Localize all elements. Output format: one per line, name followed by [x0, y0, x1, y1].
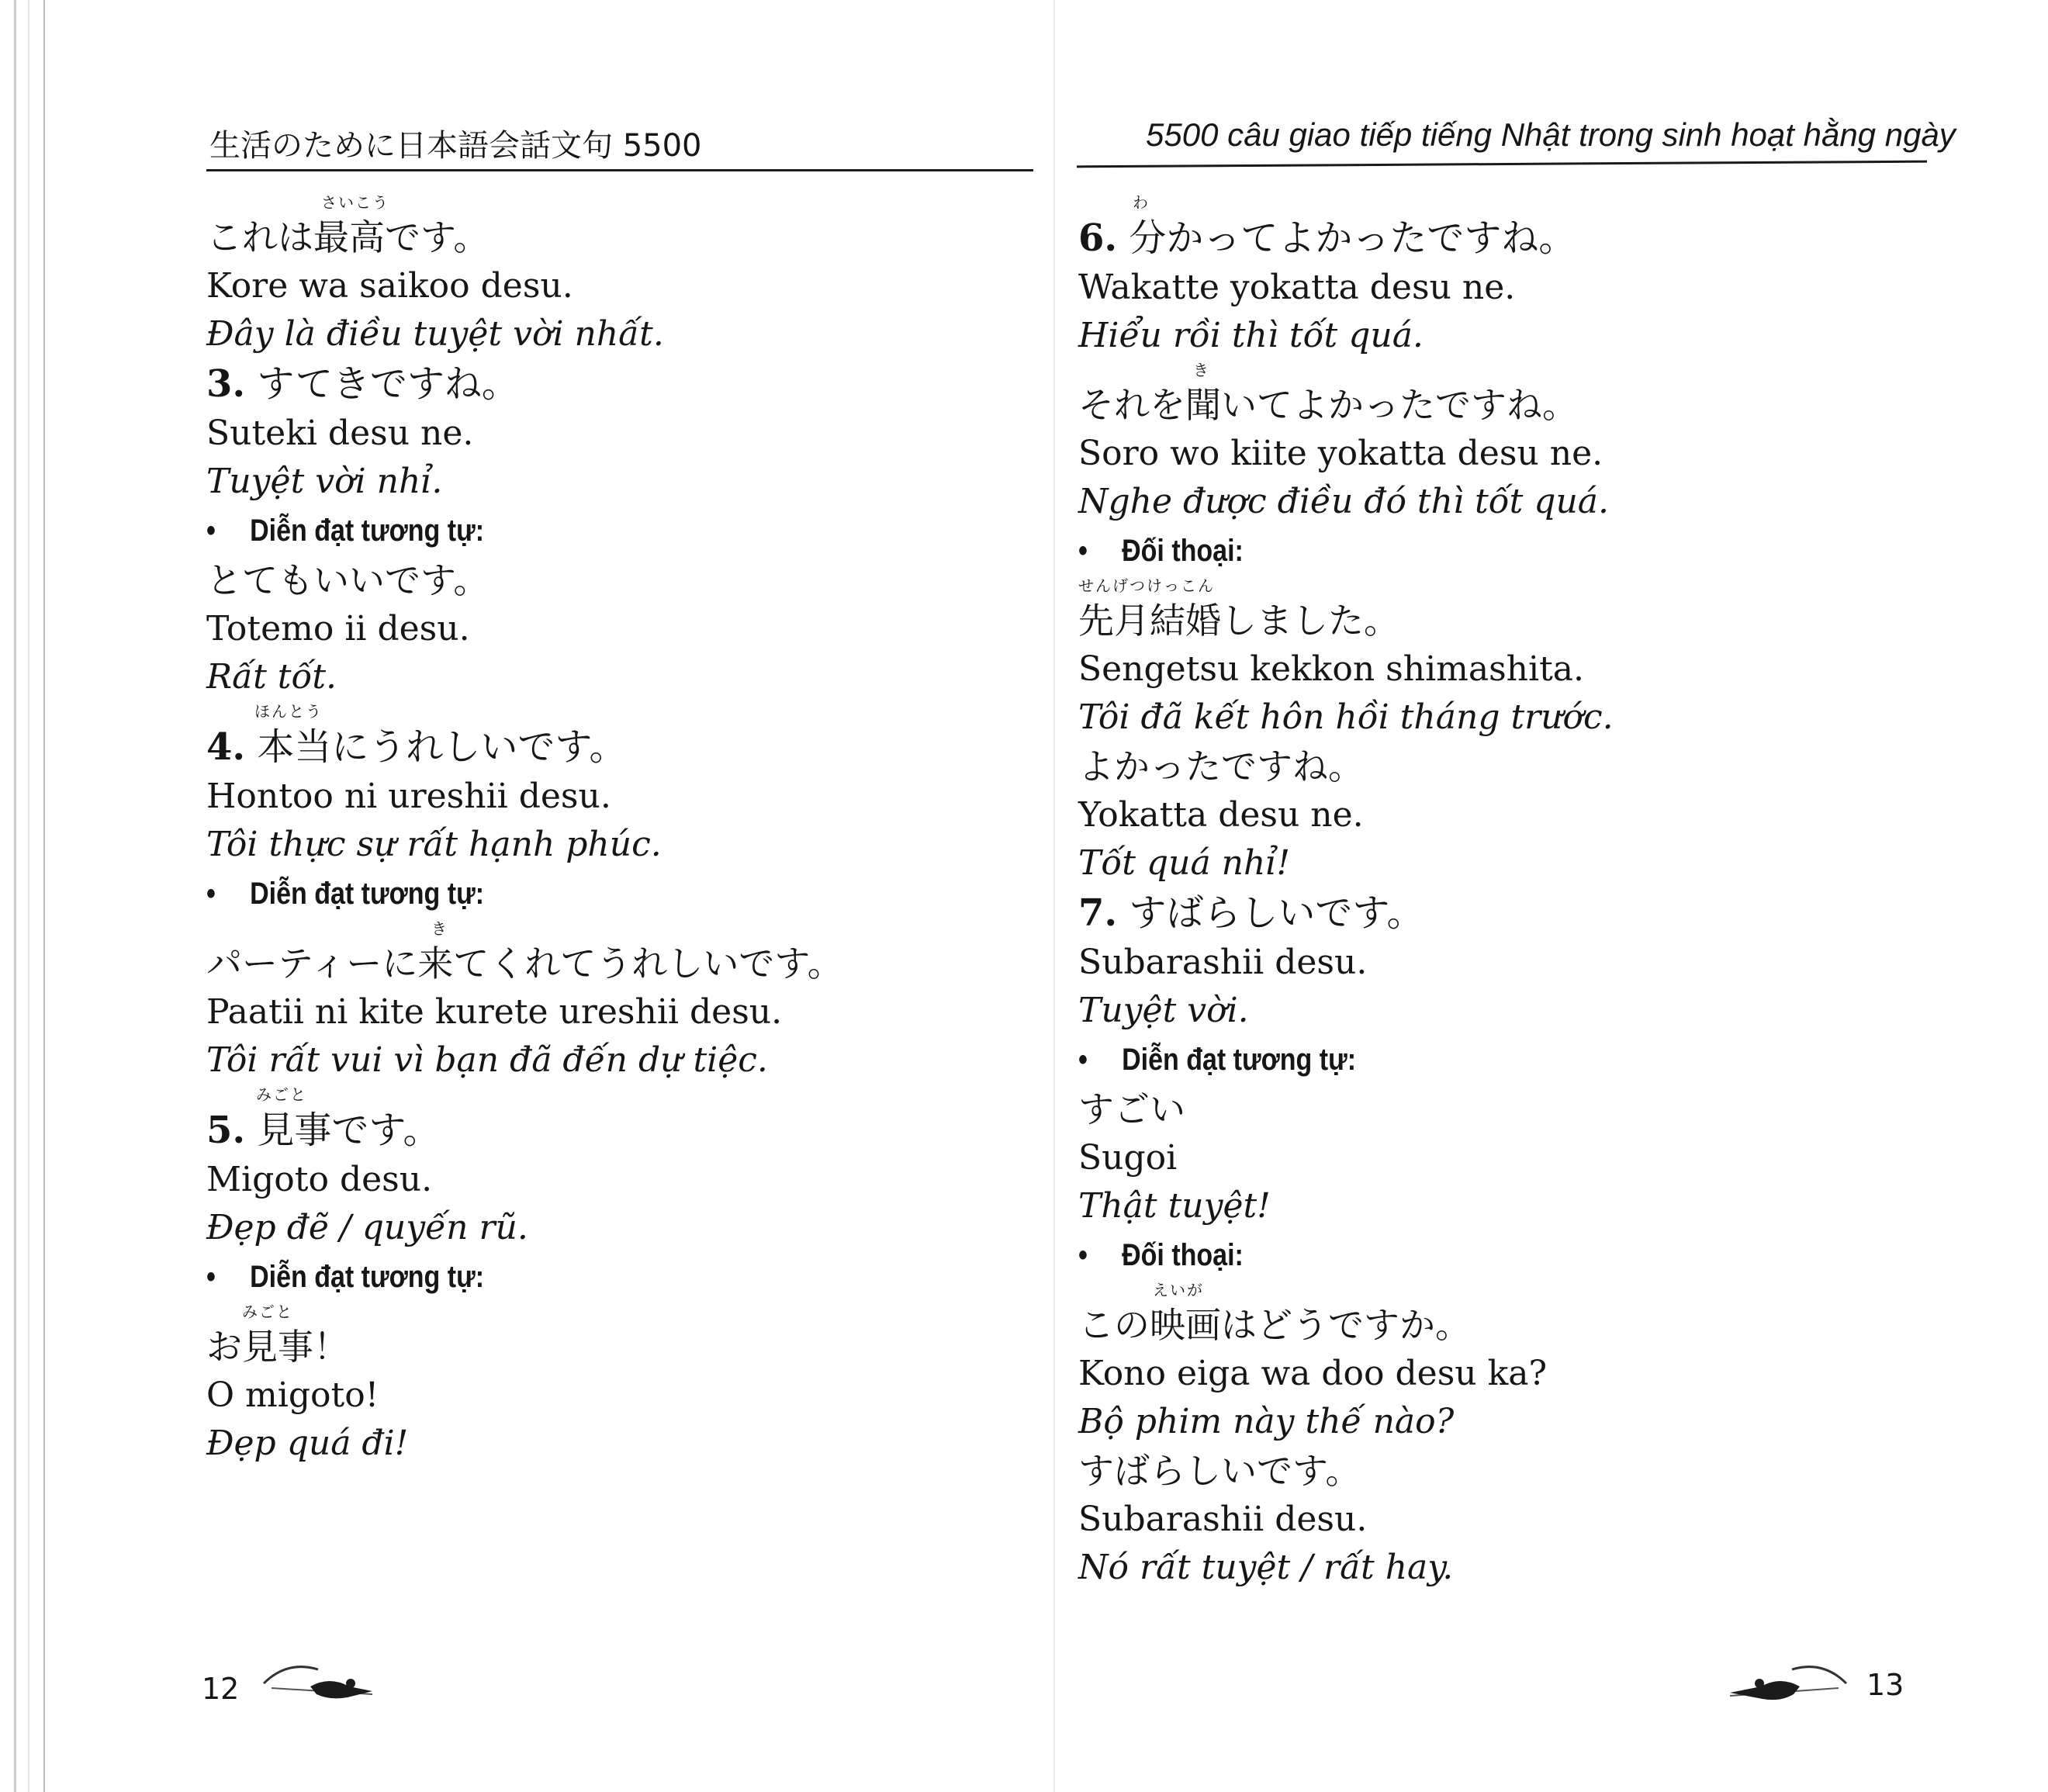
romaji-transliteration: Subarashii desu. [1078, 1500, 1368, 1539]
japanese-phrase: すてきですね。 [257, 362, 519, 406]
japanese-phrase: 先月結婚しました。 [1078, 600, 1399, 642]
numbered-phrase-heading [206, 358, 1044, 410]
romaji-transliteration: Paatii ni kite kurete ureshii desu. [206, 992, 783, 1032]
vietnamese-translation: Đẹp quá đi! [206, 1424, 409, 1463]
japanese-phrase: すばらしいです。 [1078, 1450, 1361, 1492]
vietnamese-translation: Rất tốt. [206, 657, 337, 697]
japanese-phrase: とてもいいです。 [206, 559, 490, 601]
romaji-transliteration: Hontoo ni ureshii desu. [206, 777, 611, 816]
romaji-transliteration: Kore wa saikoo desu. [206, 266, 573, 306]
vietnamese-translation: Bộ phim này thế nào? [1078, 1402, 1455, 1441]
bullet-icon: • [206, 1260, 216, 1294]
romaji-transliteration: Totemo ii desu. [206, 609, 470, 649]
section-label-text: Diễn đạt tương tự: [250, 514, 485, 548]
japanese-phrase: よかったですね。 [1078, 746, 1364, 787]
vietnamese-translation: Nghe được điều đó thì tốt quá. [1078, 482, 1609, 521]
japanese-phrase: 本当にうれしいです。 [257, 725, 627, 769]
furigana-reading: わ [1133, 193, 1150, 212]
vietnamese-translation: Tuyệt vời. [1078, 991, 1249, 1030]
bullet-icon: • [1078, 534, 1088, 568]
section-label [206, 869, 918, 918]
phrase-number: 5. [206, 1109, 246, 1152]
japanese-phrase: これは最高です。 [206, 216, 490, 258]
bullet-icon: • [206, 514, 216, 548]
vietnamese-translation: Tôi rất vui vì bạn đã đến dự tiệc. [206, 1040, 768, 1080]
vietnamese-translation: Nó rất tuyệt / rất hay. [1078, 1548, 1454, 1587]
section-label [1078, 1035, 1843, 1085]
phrase-number: 4. [206, 725, 246, 769]
vietnamese-translation: Tuyệt vời nhỉ. [206, 462, 443, 501]
bullet-icon: • [1078, 1043, 1088, 1077]
furigana-reading: ほんとう [254, 702, 323, 721]
japanese-phrase: それを聞いてよかったですね。 [1078, 384, 1578, 426]
numbered-phrase-heading [1078, 887, 1978, 939]
romaji-transliteration: Yokatta desu ne. [1078, 795, 1364, 835]
page-header: 5500 câu giao tiếp tiếng Nhật trong sinh hoạt hằng ngày [1146, 116, 1956, 153]
header-rule [1077, 161, 1927, 168]
furigana-reading: みごと [242, 1302, 293, 1321]
page-header: 生活のために日本語会話文句 5500 [209, 128, 702, 164]
section-label-text: Diễn đạt tương tự: [250, 877, 485, 911]
japanese-phrase: すばらしいです。 [1129, 891, 1424, 935]
bullet-icon: • [1078, 1238, 1088, 1272]
vietnamese-translation: Hiểu rồi thì tốt quá. [1078, 316, 1424, 355]
japanese-phrase: お見事！ [206, 1326, 349, 1368]
japanese-phrase: この映画はどうですか。 [1078, 1304, 1471, 1346]
section-label-text: Đối thoại: [1122, 1238, 1244, 1272]
section-label [1078, 1230, 1843, 1280]
page-number: 13 [1866, 1668, 1904, 1702]
vietnamese-translation: Tốt quá nhỉ! [1078, 843, 1291, 883]
page-content [206, 192, 1044, 1468]
section-label [1078, 526, 1843, 576]
bullet-icon: • [206, 877, 216, 911]
header-rule [206, 169, 1033, 171]
section-label-text: Diễn đạt tương tự: [1122, 1043, 1357, 1077]
section-label-text: Diễn đạt tương tự: [250, 1260, 485, 1294]
romaji-transliteration: Suteki desu ne. [206, 413, 474, 453]
romaji-transliteration: Kono eiga wa doo desu ka? [1078, 1354, 1548, 1393]
romaji-transliteration: Sengetsu kekkon shimashita. [1078, 649, 1584, 689]
bird-ornament-icon [256, 1652, 388, 1714]
romaji-transliteration: Soro wo kiite yokatta desu ne. [1078, 434, 1603, 473]
numbered-phrase-heading [206, 1105, 1044, 1156]
vietnamese-translation: Đây là điều tuyệt vời nhất. [206, 314, 664, 354]
romaji-transliteration: Subarashii desu. [1078, 943, 1368, 982]
romaji-transliteration: Sugoi [1078, 1138, 1178, 1178]
numbered-phrase-heading [206, 721, 1044, 773]
bird-ornament-icon [1714, 1652, 1854, 1714]
japanese-phrase: すごい [1078, 1088, 1185, 1130]
page-content [1078, 192, 1978, 1592]
section-label [206, 506, 918, 555]
right-page [1055, 0, 2048, 1792]
japanese-phrase: 見事です。 [257, 1109, 441, 1152]
phrase-number: 3. [206, 362, 246, 406]
phrase-number: 6. [1078, 216, 1118, 260]
furigana-reading: さいこう [321, 193, 389, 212]
section-label-text: Đối thoại: [1122, 534, 1244, 568]
page-number: 12 [202, 1672, 240, 1706]
vietnamese-translation: Thật tuyệt! [1078, 1186, 1271, 1226]
vietnamese-translation: Tôi thực sự rất hạnh phúc. [206, 825, 662, 864]
furigana-reading: せんげつけっこん [1078, 576, 1215, 595]
numbered-phrase-heading [1078, 213, 1978, 264]
romaji-transliteration: O migoto! [206, 1375, 379, 1415]
japanese-phrase: 分かってよかったですね。 [1129, 216, 1576, 260]
phrase-number: 7. [1078, 891, 1118, 935]
section-label [206, 1252, 918, 1302]
japanese-phrase: パーティーに来てくれてうれしいです。 [206, 943, 843, 984]
furigana-reading: みごと [256, 1085, 307, 1104]
romaji-transliteration: Migoto desu. [206, 1160, 433, 1199]
furigana-reading: えいが [1153, 1281, 1204, 1299]
romaji-transliteration: Wakatte yokatta desu ne. [1078, 268, 1516, 307]
furigana-reading: き [1193, 361, 1210, 379]
furigana-reading: き [431, 919, 448, 938]
vietnamese-translation: Đẹp đẽ / quyến rũ. [206, 1208, 528, 1247]
vietnamese-translation: Tôi đã kết hôn hồi tháng trước. [1078, 697, 1614, 737]
